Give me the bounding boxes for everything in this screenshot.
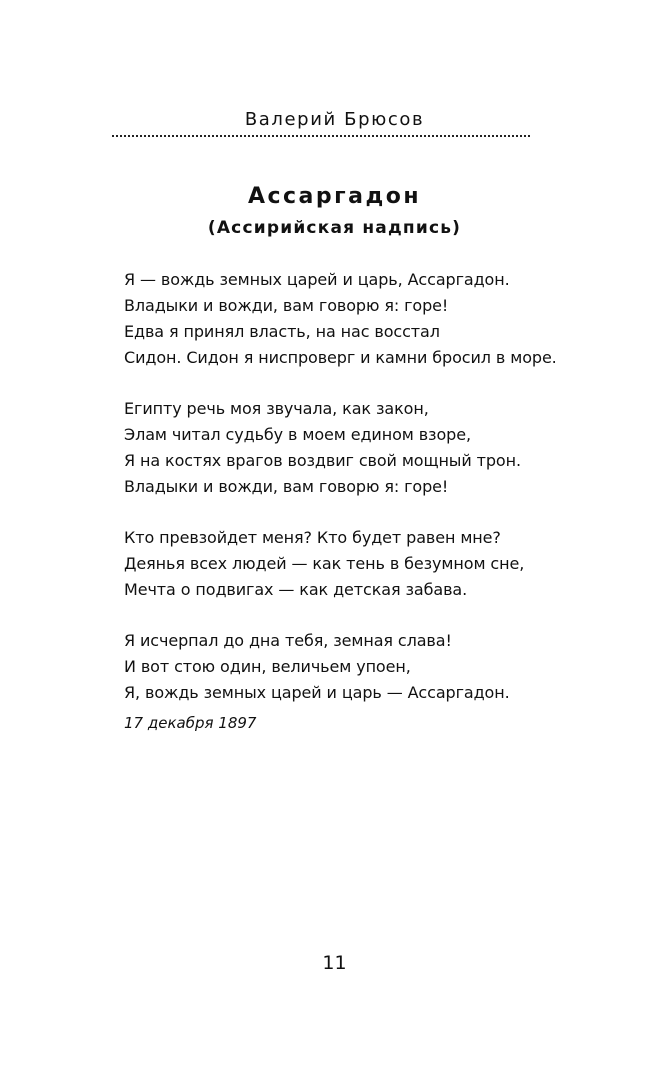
stanza-2 [124, 396, 644, 500]
poem-line: Я, вождь земных царей и царь — Ассаргадон. [124, 683, 510, 702]
dotted-divider [112, 135, 530, 137]
poem-line: Владыки и вожди, вам говорю я: горе! [124, 477, 449, 496]
stanza-3 [124, 525, 644, 603]
page-number: 11 [322, 952, 347, 974]
poem-line: Кто превзойдет меня? Кто будет равен мне? [124, 528, 501, 547]
poem-line: Едва я принял власть, на нас восстал [124, 322, 440, 341]
poem-date: 17 декабря 1897 [124, 714, 257, 732]
poem-line: Египту речь моя звучала, как закон, [124, 399, 429, 418]
poem-line: Элам читал судьбу в моем едином взоре, [124, 425, 471, 444]
poem-line: Деянья всех людей — как тень в безумном сне, [124, 554, 525, 573]
poem-title: Ассаргадон [247, 184, 422, 209]
poem-line: Я — вождь земных царей и царь, Ассаргадон. [124, 270, 510, 289]
running-head-author: Валерий Брюсов [244, 109, 425, 130]
poem-body [124, 267, 644, 731]
poem-line: Сидон. Сидон я ниспроверг и камни бросил в море. [124, 348, 557, 367]
poem-line: И вот стою один, величьем упоен, [124, 657, 411, 676]
stanza-4 [124, 628, 644, 706]
poem-subtitle: (Ассирийская надпись) [207, 218, 462, 238]
poem-line: Мечта о подвигах — как детская забава. [124, 580, 468, 599]
stanza-1 [124, 267, 644, 371]
poem-line: Я на костях врагов воздвиг свой мощный трон. [124, 451, 521, 470]
poem-line: Владыки и вожди, вам говорю я: горе! [124, 296, 449, 315]
poem-line: Я исчерпал до дна тебя, земная слава! [124, 631, 452, 650]
